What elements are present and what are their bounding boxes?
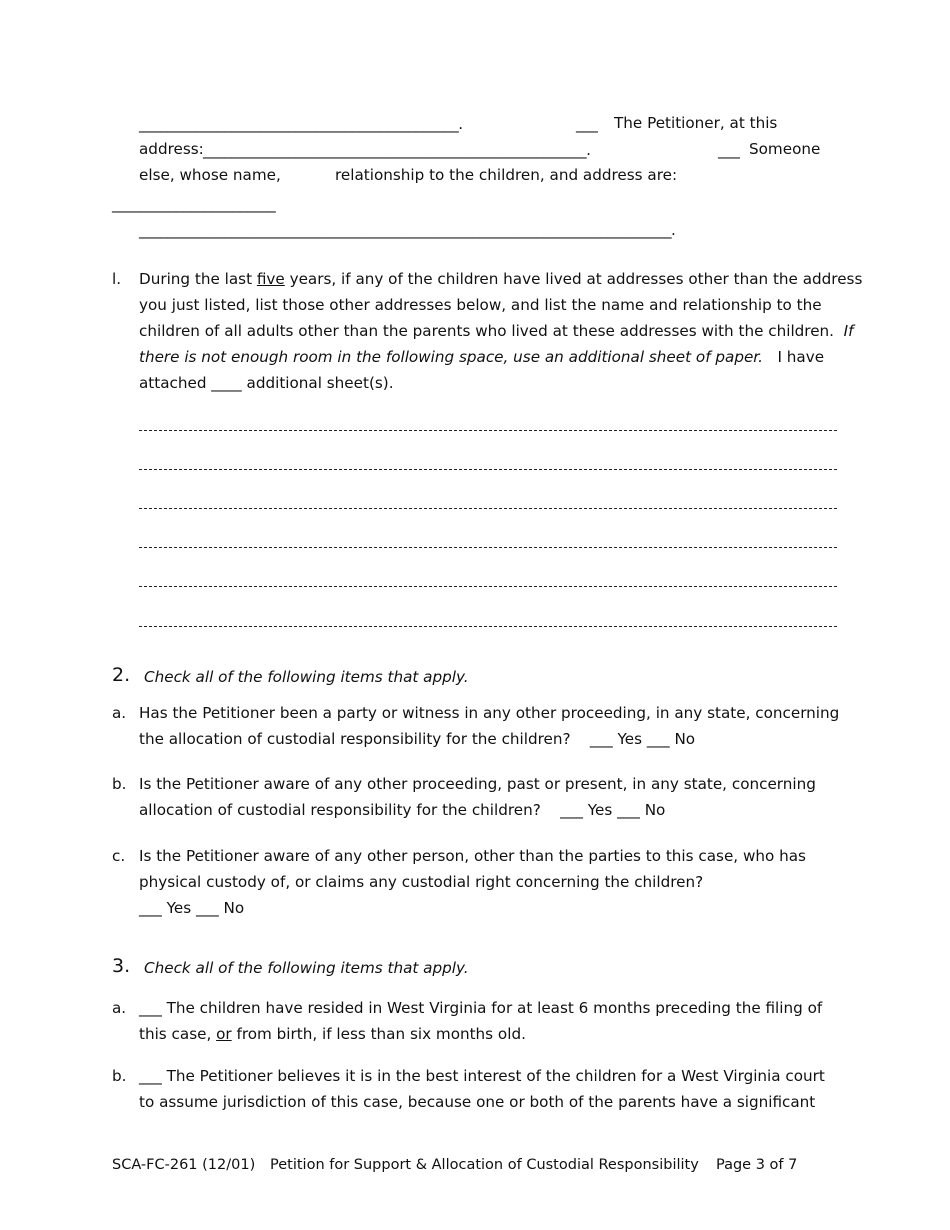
item-2a-line-1: Has the Petitioner been a party or witness in any other proceeding, in any state, concerning xyxy=(139,704,840,722)
address-history-line-3[interactable] xyxy=(139,508,837,509)
someone-else-text: Someone xyxy=(749,140,821,158)
item-2c-yes-no[interactable]: ___ Yes ___ No xyxy=(139,899,245,917)
item-2b-yes-no[interactable]: ___ Yes ___ No xyxy=(560,801,666,819)
item-3b-line-1[interactable]: ___ The Petitioner believes it is in the best interest of the children for a West Virginia court xyxy=(139,1067,825,1085)
section-2-number: 2. xyxy=(112,664,131,686)
address-history-line-2[interactable] xyxy=(139,469,837,470)
item-2c-letter: c. xyxy=(112,847,126,865)
item-2b-line-2: allocation of custodial responsibility for the children? ___ Yes ___ No xyxy=(139,801,666,819)
address-label: address: xyxy=(139,140,204,158)
someone-else-checkbox-blank[interactable]: ___ xyxy=(718,141,740,159)
petitioner-checkbox-blank[interactable]: ___ xyxy=(576,115,598,133)
item-l-line-4: there is not enough room in the following space, use an additional sheet of paper. I have xyxy=(139,348,825,366)
someone-else-blank-1[interactable]: _______________________ xyxy=(112,195,276,213)
footer-form-title: Petition for Support & Allocation of Custodial Responsibility xyxy=(270,1157,699,1173)
item-2c-line-2: physical custody of, or claims any custodial right concerning the children? xyxy=(139,873,704,891)
item-2a-yes-no[interactable]: ___ Yes ___ No xyxy=(589,730,696,748)
item-l-line-2: you just listed, list those other addresses below, and list the name and relationship to the xyxy=(139,296,822,314)
petitioner-option-text: The Petitioner, at this xyxy=(614,114,778,132)
item-l-line-5: attached ____ additional sheet(s). xyxy=(139,374,394,392)
item-3b-letter: b. xyxy=(112,1067,127,1085)
section-3-instruction: Check all of the following items that apply. xyxy=(144,959,469,977)
item-l-line-1: During the last five years, if any of the children have lived at addresses other than the address xyxy=(139,270,863,288)
address-history-line-6[interactable] xyxy=(139,626,837,627)
footer-page-number: Page 3 of 7 xyxy=(716,1157,798,1173)
someone-else-blank-2[interactable]: ___________________________________________________________________________. xyxy=(139,221,676,239)
item-3b-line-2: to assume jurisdiction of this case, because one or both of the parents have a significant xyxy=(139,1093,816,1111)
address-history-line-5[interactable] xyxy=(139,586,837,587)
someone-else-relationship-text: relationship to the children, and address are: xyxy=(335,166,678,184)
item-2a-line-2: the allocation of custodial responsibility for the children? ___ Yes ___ No xyxy=(139,730,696,748)
item-2b-letter: b. xyxy=(112,775,127,793)
item-2a-letter: a. xyxy=(112,704,127,722)
address-history-line-4[interactable] xyxy=(139,547,837,548)
address-blank-2[interactable]: ______________________________________________________. xyxy=(203,141,591,159)
address-blank-1[interactable]: _____________________________________________. xyxy=(139,115,463,133)
section-2-instruction: Check all of the following items that apply. xyxy=(144,668,469,686)
section-3-number: 3. xyxy=(112,955,131,977)
item-2b-line-1: Is the Petitioner aware of any other proceeding, past or present, in any state, concerning xyxy=(139,775,816,793)
item-2c-line-1: Is the Petitioner aware of any other person, other than the parties to this case, who has xyxy=(139,847,806,865)
item-l-letter: l. xyxy=(112,270,122,288)
footer-form-id: SCA-FC-261 (12/01) xyxy=(112,1157,256,1173)
or-underlined: or xyxy=(216,1025,232,1043)
item-3a-letter: a. xyxy=(112,999,127,1017)
address-history-line-1[interactable] xyxy=(139,430,837,431)
item-l-line-3: children of all adults other than the parents who lived at these addresses with the children. If xyxy=(139,322,854,340)
item-3a-line-2: this case, or from birth, if less than six months old. xyxy=(139,1025,526,1043)
item-3a-line-1[interactable]: ___ The children have resided in West Virginia for at least 6 months preceding the filing of xyxy=(139,999,823,1017)
someone-else-name-text: else, whose name, xyxy=(139,166,281,184)
five-underlined: five xyxy=(256,270,285,288)
